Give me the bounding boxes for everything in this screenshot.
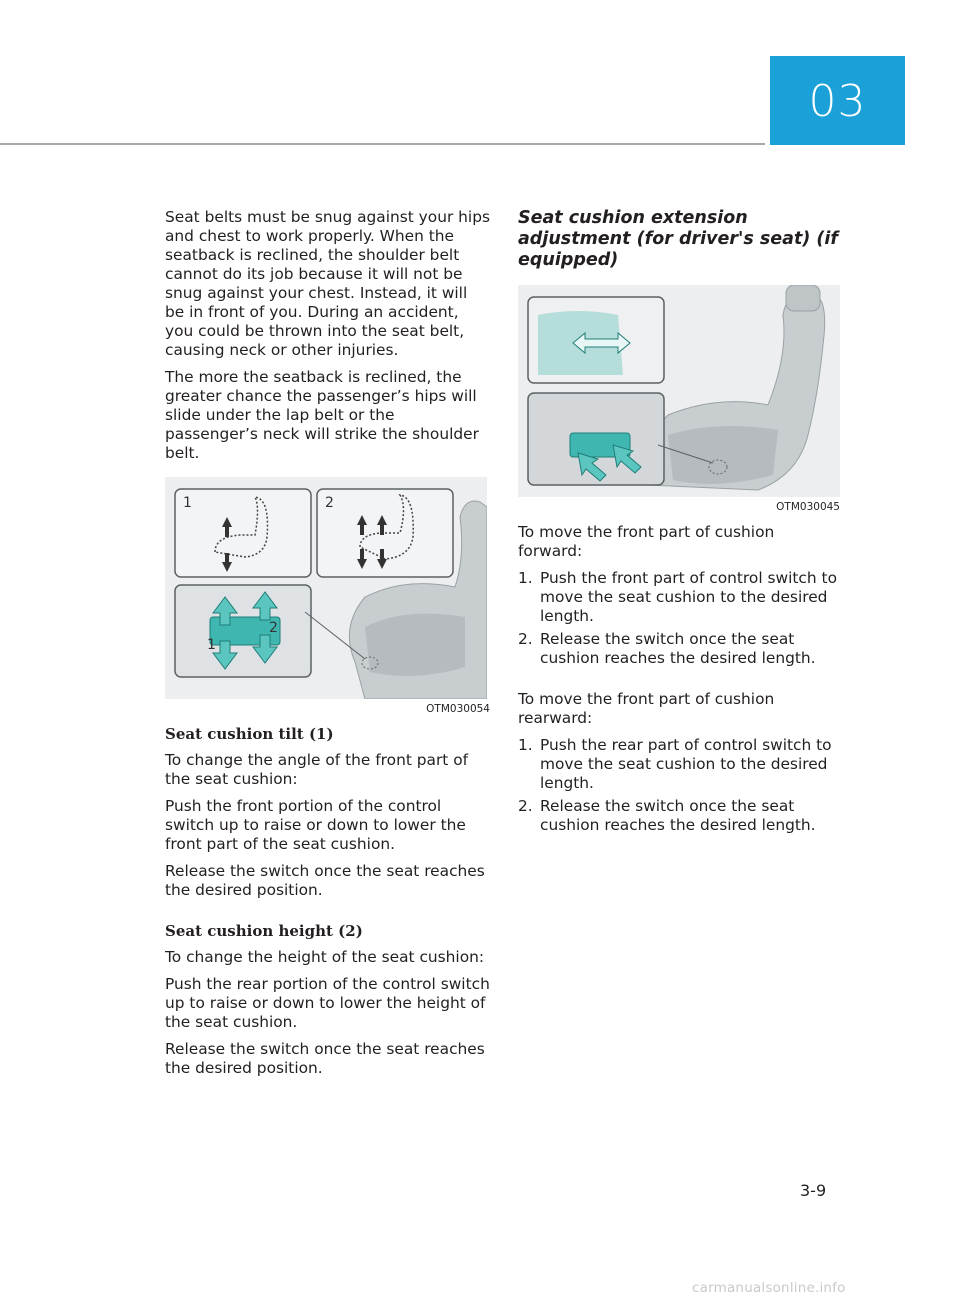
forward-steps — [518, 569, 840, 668]
tilt-instruction: Push the front portion of the control switch up to raise or down to lower the front part of the seat cushion. — [165, 797, 466, 853]
figure-caption: OTM030054 — [426, 703, 490, 715]
cushion-extension-figure — [518, 285, 840, 497]
inset-label-2: 2 — [325, 495, 334, 511]
right-column — [518, 208, 840, 843]
tilt-release: Release the switch once the seat reaches the desired position. — [165, 862, 485, 899]
forward-intro: To move the front part of cushion forward: — [518, 523, 775, 560]
tilt-intro: To change the angle of the front part of the seat cushion: — [165, 751, 469, 788]
extension-heading: Seat cushion extension adjustment (for driver's seat) (if equipped) — [518, 208, 839, 270]
figure-caption: OTM030045 — [776, 501, 840, 513]
rearward-steps — [518, 736, 840, 835]
height-instruction: Push the rear portion of the control switch up to raise or down to lower the height of the seat cushion. — [165, 975, 490, 1031]
seatbelt-warning-paragraph: Seat belts must be snug against your hips and chest to work properly. When the seatback is reclined, the shoulder belt cannot do its job because it will not be snug against your chest. Instead, it will be in front of you. During an accident, you could be thrown into the seat belt, causing neck or other injuries. — [165, 208, 490, 359]
inset-label-1: 1 — [183, 495, 192, 511]
header-rule — [0, 143, 765, 145]
cushion-extension-illustration — [518, 285, 840, 497]
watermark: carmanualsonline.info — [692, 1280, 846, 1296]
height-intro: To change the height of the seat cushion: — [165, 948, 485, 966]
seat-tilt-height-illustration — [165, 477, 487, 699]
chapter-tab — [770, 56, 905, 145]
chapter-number: 03 — [808, 76, 867, 127]
switch-label-2: 2 — [269, 620, 278, 636]
seat-tilt-height-figure — [165, 477, 487, 699]
recline-risk-paragraph: The more the seatback is reclined, the greater chance the passenger’s hips will slide under the lap belt or the passenger’s neck will strike the shoulder belt. — [165, 368, 479, 462]
page-number: 3-9 — [800, 1181, 827, 1200]
tilt-heading: Seat cushion tilt (1) — [165, 725, 334, 743]
rearward-intro: To move the front part of cushion rearward: — [518, 690, 775, 727]
left-column — [165, 208, 490, 1086]
list-item: 2. Release the switch once the seat cushion reaches the desired length. — [518, 630, 816, 667]
switch-label-1: 1 — [207, 637, 216, 653]
height-heading: Seat cushion height (2) — [165, 922, 363, 940]
list-item: 1. Push the rear part of control switch to move the seat cushion to the desired length. — [518, 736, 832, 792]
list-item: 2. Release the switch once the seat cushion reaches the desired length. — [518, 797, 816, 834]
height-release: Release the switch once the seat reaches the desired position. — [165, 1040, 485, 1077]
list-item: 1. Push the front part of control switch to move the seat cushion to the desired length. — [518, 569, 837, 625]
